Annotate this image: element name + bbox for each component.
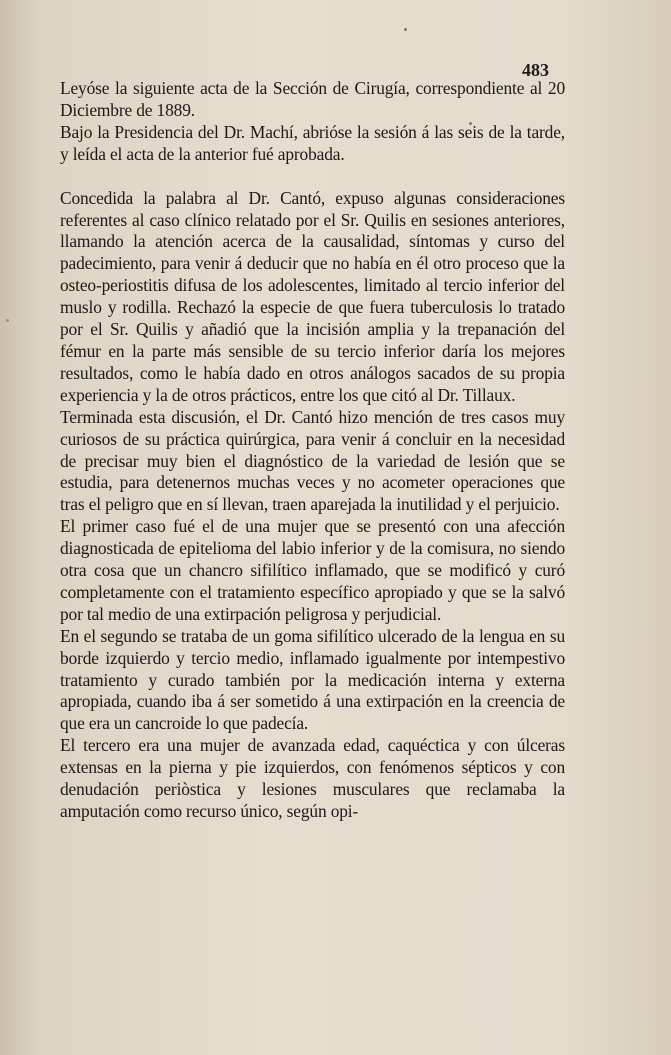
ink-speck bbox=[404, 28, 407, 31]
paragraph-second-case: En el segundo se trataba de un goma sifilítico ulcerado de la lengua en su borde izquierdo y tercio medio, inflamado igualmente por intempestivo tratamiento y curado también por la medicación interna y externa apropiada, cuando iba á ser sometido á una extirpación en la creencia de que era un cancroide lo que padecía. bbox=[60, 625, 565, 734]
paragraph-third-case: El tercero era una mujer de avanzada edad, caquéctica y con úlceras extensas en la pierna y pie izquierdos, con fenómenos sépticos y con denudación periòstica y lesiones musculares que reclamaba la amputación como recurso único, según opi- bbox=[60, 735, 565, 821]
paragraph-three-cases: Terminada esta discusión, el Dr. Cantó hizo mención de tres casos muy curiosos de su práctica quirúrgica, para venir á concluir en la necesidad de precisar muy bien el diagnóstico de la variedad de lesión que se estudia, para detenernos muchas veces y no acometer operaciones que tras el peligro que en sí llevan, traen aparejada la inutilidad y el perjuicio. bbox=[60, 406, 565, 515]
paragraph-gap bbox=[60, 166, 565, 188]
paragraph-intro: Leyóse la siguiente acta de la Sección de Cirugía, correspondiente al 20 Diciembre de 1889. bbox=[60, 78, 565, 120]
page-number: 483 bbox=[522, 60, 549, 80]
paragraph-presidency: Bajo la Presidencia del Dr. Machí, abrióse la sesión á las seis de la tarde, y leída el acta de la anterior fué aprobada. bbox=[60, 121, 565, 164]
paragraph-first-case: El primer caso fué el de una mujer que se presentó con una afección diagnosticada de epitelioma del labio inferior y de la comisura, no siendo otra cosa que un chancro sifilítico inflamado, que se modificó y curó completamente con el tratamiento específico apropiado y que se la salvó por tal medio de una extirpación peligrosa y perjudicial. bbox=[60, 516, 565, 624]
ink-speck bbox=[6, 319, 9, 322]
paragraph-canto-discussion: Concedida la palabra al Dr. Cantó, expuso algunas consideraciones referentes al caso clínico relatado por el Sr. Quilis en sesiones anteriores, llamando la atención acerca de la causalidad, síntomas y curso del padecimiento, para venir á deducir que no había en él otro proceso que la osteo-periostitis difusa de los adolescentes, limitado al tercio inferior del muslo y rodilla. Rechazó la especie de que fuera tuberculosis lo tratado por el Sr. Quilis y añadió que la incisión amplia y la trepanación del fémur en la parte más sensible de su tercio inferior daría los mejores resultados, como le había dado en otros análogos sacados de su propia experiencia y la de otros prácticos, entre los que citó al Dr. Tillaux. bbox=[60, 187, 565, 405]
body-text bbox=[60, 78, 565, 823]
